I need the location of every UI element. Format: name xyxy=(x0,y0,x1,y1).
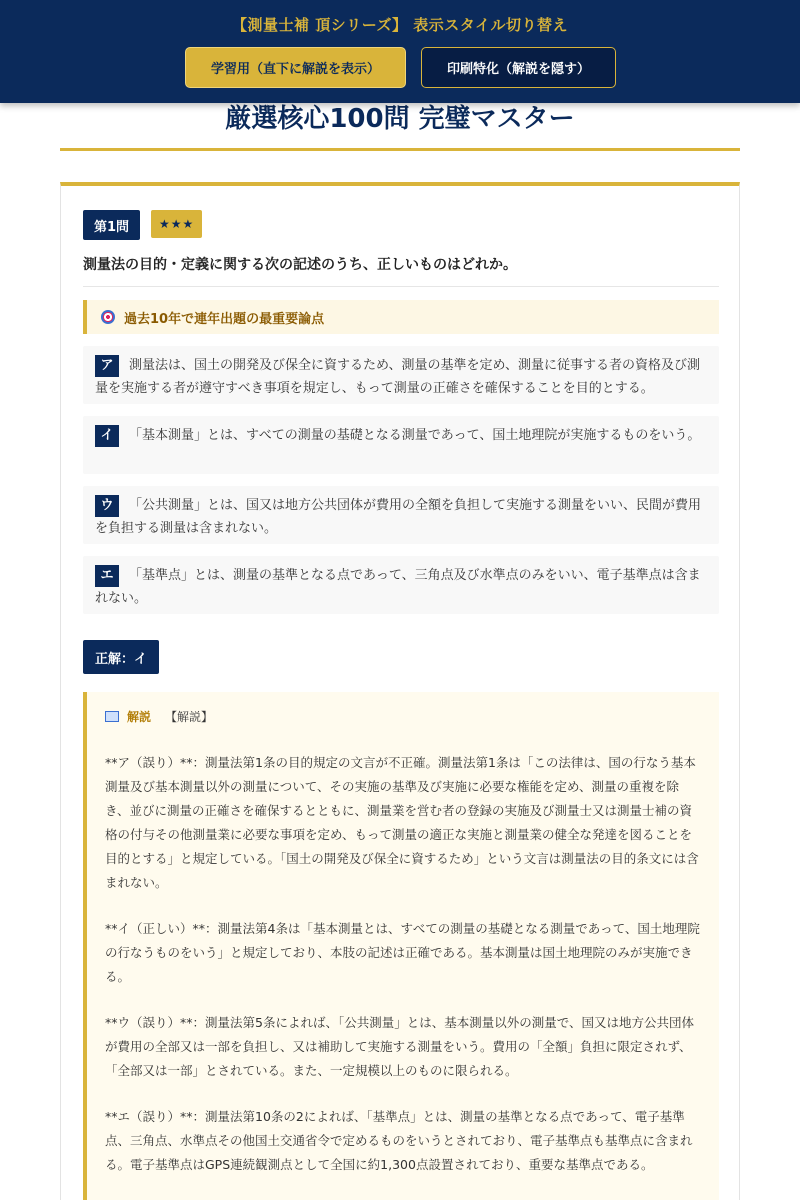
option-label: エ xyxy=(95,565,119,587)
option-e xyxy=(83,556,719,614)
explanation-paragraph: **ウ（誤り）**：測量法第5条によれば、「公共測量」とは、基本測量以外の測量で、国又は地方公共団体が費用の全部又は一部を負担し、又は補助して実施する測量をいう。費用の「全額」負担に限定されず、「全部又は一部」とされている。また、一定規模以上のものに限られる。 xyxy=(105,1015,694,1078)
explanation-heading: 解説 xyxy=(127,710,152,724)
option-label: ウ xyxy=(95,495,119,517)
option-label: ア xyxy=(95,355,119,377)
explanation-paragraph: **エ（誤り）**：測量法第10条の2によれば、「基準点」とは、測量の基準となる点であって、電子基準点、三角点、水準点その他国土交通省令で定めるものをいうとされており、電子基準点も基準点に含まれる。電子基準点はGPS連続観測点として全国に約1,300点設置されており、重要な基準点である。 xyxy=(105,1109,693,1172)
answer-badge: 正解：イ xyxy=(83,640,159,674)
option-text: 「基準点」とは、測量の基準となる点であって、三角点及び水準点のみをいい、電子基準点は含まれない。 xyxy=(95,568,701,606)
question-text: 測量法の目的・定義に関する次の記述のうち、正しいものはどれか。 xyxy=(83,257,517,273)
study-mode-button[interactable]: 学習用（直下に解説を表示） xyxy=(185,47,406,88)
explanation-header xyxy=(105,708,701,725)
difficulty-stars: ★★★ xyxy=(151,210,202,238)
explanation-subheading: 【解説】 xyxy=(165,710,214,724)
importance-note-text: 過去10年で連年出題の最重要論点 xyxy=(124,311,325,327)
explanation-paragraph: **イ（正しい）**：測量法第4条は「基本測量とは、すべての測量の基礎となる測量であって、国土地理院の行なうものをいう」と規定しており、本肢の記述は正確である。基本測量は国土地理院のみが実施できる。 xyxy=(105,921,700,984)
option-text: 「基本測量」とは、すべての測量の基礎となる測量であって、国土地理院が実施するものをいう。 xyxy=(129,428,701,443)
explanation-box xyxy=(83,692,719,1200)
title-divider xyxy=(60,148,740,151)
print-mode-button[interactable]: 印刷特化（解説を隠す） xyxy=(421,47,616,88)
explanation-paragraph: **ア（誤り）**：測量法第1条の目的規定の文言が不正確。測量法第1条は「この法律は、国の行なう基本測量及び基本測量以外の測量について、その実施の基準及び実施に必要な権能を定め、測量の重複を除き、並びに測量の正確さを確保するとともに、測量業を営む者の登録の実施及び測量士又は測量士補の資格の付与その他測量業に必要な事項を定め、もって測量の適正な実施と測量業の健全な発達を図ることを目的とする」と規定している。「国土の開発及び保全に資するため」という文言は測量法の目的条文には含まれない。 xyxy=(105,755,699,890)
option-label: イ xyxy=(95,425,119,447)
option-a xyxy=(83,346,719,404)
target-icon xyxy=(101,310,115,324)
option-i xyxy=(83,416,719,474)
book-icon xyxy=(105,711,119,722)
option-u xyxy=(83,486,719,544)
question-number-badge: 第1問 xyxy=(83,210,140,240)
option-text: 測量法は、国土の開発及び保全に資するため、測量の基準を定め、測量に従事する者の資格及び測量を実施する者が遵守すべき事項を規定し、もって測量の正確さを確保することを目的とする。 xyxy=(95,358,700,396)
importance-note xyxy=(83,300,719,334)
question-card xyxy=(60,182,740,1200)
toolbar-title: 【測量士補 頂シリーズ】 表示スタイル切り替え xyxy=(232,16,568,34)
question-divider xyxy=(83,286,719,287)
display-style-toolbar xyxy=(0,0,800,103)
page-title: 厳選核心100問 完璧マスター xyxy=(225,104,575,134)
option-text: 「公共測量」とは、国又は地方公共団体が費用の全額を負担して実施する測量をいい、民間が費用を負担する測量は含まれない。 xyxy=(95,498,702,536)
